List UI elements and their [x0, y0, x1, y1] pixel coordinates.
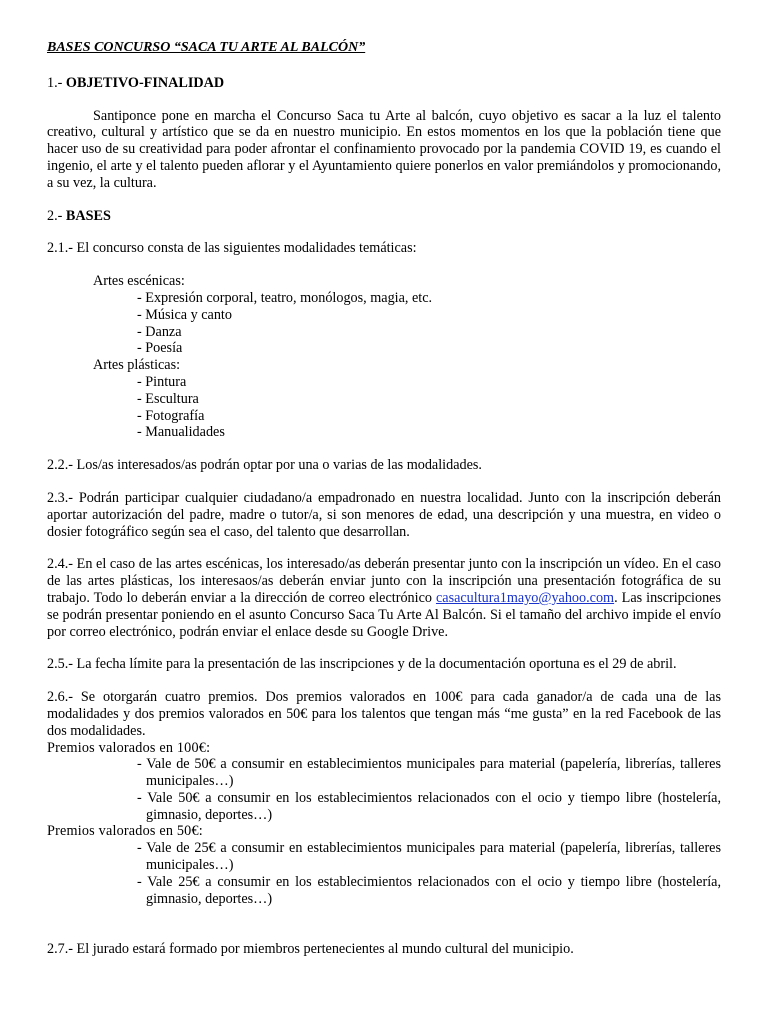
list-item: - Danza — [137, 323, 182, 340]
clause-2-3: 2.3.- Podrán participar cualquier ciudadano/a empadronado en nuestra localidad. Junto con la inscripción deberán aportar autorización del padre, madre o tutor/a, si son menores de edad, una descripción y una muestra, en video o dosier fotográfico según sea el caso, del talento que desarrollan. — [47, 489, 721, 540]
category-plasticas-label: Artes plásticas: — [93, 357, 181, 374]
clause-2-4: 2.4.- En el caso de las artes escénicas, los interesado/as deberán presentar junto con la inscripción un vídeo. En el caso de las artes plásticas, los interesaos/as deberán enviar junto con la inscripción una presentación fotográfica de su trabajo. Todo lo deberán enviar a la dirección de correo electrónico casacultura1mayo@yahoo.com. Las inscripciones se podrán presentar poniendo en el asunto Concurso Saca Tu Arte Al Balcón. Si el tamaño del archivo impide el envío por correo electrónico, podrán enviar el enlace desde su Google Drive. — [47, 556, 721, 640]
list-item: - Expresión corporal, teatro, monólogos, magia, etc. — [137, 289, 433, 306]
list-item: - Poesía — [137, 340, 183, 357]
clause-2-6: 2.6.- Se otorgarán cuatro premios. Dos premios valorados en 100€ para cada ganador/a de cada una de las modalidades y dos premios valorados en 50€ para los talentos que tengan más “me gusta” en la red Facebook de las dos modalidades. — [47, 689, 721, 739]
list-item: - Fotografía — [137, 407, 205, 424]
section-1-heading: 1.- OBJETIVO-FINALIDAD — [47, 74, 225, 91]
email-link[interactable]: casacultura1mayo@yahoo.com — [435, 589, 615, 606]
list-item: - Vale 25€ a consumir en los establecimientos relacionados con el ocio y tiempo libre (hostelería, gimnasio, deportes…) — [137, 873, 721, 907]
list-item: - Vale de 25€ a consumir en establecimientos municipales para material (papelería, librerías, talleres municipales…) — [137, 840, 721, 874]
section-2-heading: 2.- BASES — [47, 207, 111, 224]
list-item: - Escultura — [137, 390, 199, 407]
list-item: - Vale 50€ a consumir en los establecimientos relacionados con el ocio y tiempo libre (hostelería, gimnasio, deportes…) — [137, 789, 721, 823]
clause-2-7: 2.7.- El jurado estará formado por miembros pertenecientes al mundo cultural del municipio. — [47, 941, 574, 958]
clause-2-5: 2.5.- La fecha límite para la presentación de las inscripciones y de la documentación oportuna es el 29 de abril. — [47, 656, 677, 673]
prize-50-label: Premios valorados en 50€: — [47, 823, 203, 840]
list-item: - Pintura — [137, 373, 187, 390]
clause-2-1: 2.1.- El concurso consta de las siguientes modalidades temáticas: — [47, 240, 417, 257]
prize-100-label: Premios valorados en 100€: — [47, 739, 211, 756]
document-title: BASES CONCURSO “SACA TU ARTE AL BALCÓN” — [47, 40, 366, 55]
category-escenicas-label: Artes escénicas: — [93, 273, 185, 290]
list-item: - Manualidades — [137, 424, 225, 441]
list-item: - Vale de 50€ a consumir en establecimientos municipales para material (papelería, librerías, talleres municipales…) — [137, 756, 721, 790]
document-page — [47, 40, 721, 958]
list-item: - Música y canto — [137, 306, 232, 323]
section-1-text: Santiponce pone en marcha el Concurso Saca tu Arte al balcón, cuyo objetivo es sacar a la luz el talento creativo, cultural y artístico que se da en nuestro municipio. En estos momentos en los que la población tiene que hacer uso de su creatividad para poder afrontar el confinamiento provocado por la pandemia COVID 19, es cuando el ingenio, el arte y el talento pueden aflorar y el Ayuntamiento quiere ponerlos en valor premiándolos y promocionando, a su vez, la cultura. — [47, 107, 721, 191]
clause-2-2: 2.2.- Los/as interesados/as podrán optar por una o varias de las modalidades. — [47, 457, 482, 474]
